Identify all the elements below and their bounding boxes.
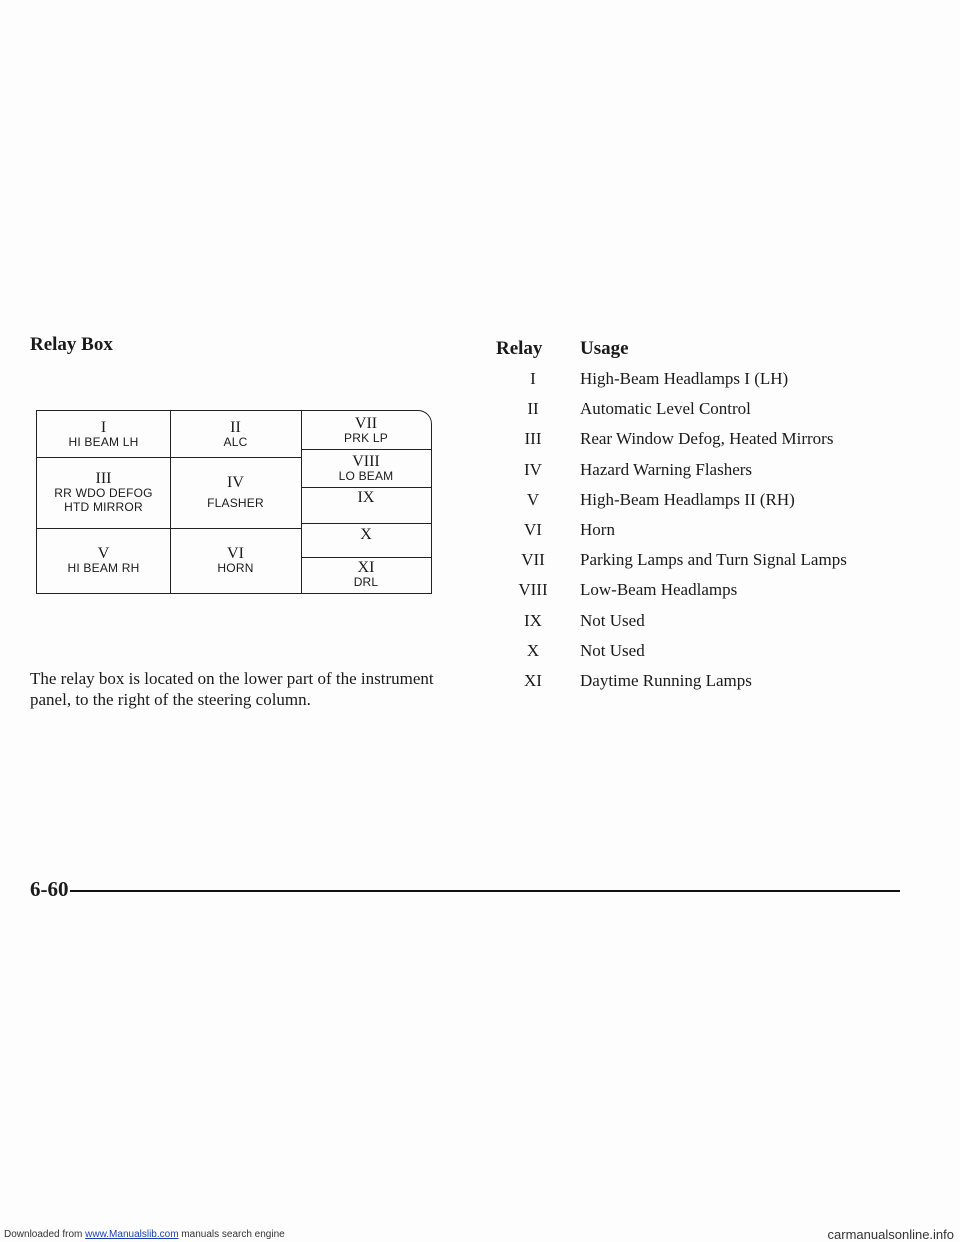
relay-cell: VII xyxy=(521,550,545,570)
table-row xyxy=(486,545,926,575)
relay-cell: IX xyxy=(524,610,542,630)
usage-cell: Low-Beam Headlamps xyxy=(580,580,738,600)
relay-cell: II xyxy=(527,399,539,419)
relay-number: I xyxy=(100,418,107,436)
relay-slot-iv xyxy=(170,457,301,528)
usage-cell: Hazard Warning Flashers xyxy=(580,459,753,479)
relay-slot-viii xyxy=(301,449,431,487)
table-row xyxy=(486,515,926,545)
relay-label: RR WDO DEFOG xyxy=(54,486,153,500)
page-number: 6-60 xyxy=(30,877,69,901)
relay-slot-xi xyxy=(301,557,431,592)
relay-label: LO BEAM xyxy=(338,468,394,483)
relay-number: III xyxy=(95,470,112,487)
usage-cell: High-Beam Headlamps II (RH) xyxy=(580,489,795,509)
relay-number: X xyxy=(360,526,372,543)
relay-cell: VI xyxy=(524,520,542,540)
relay-number: IV xyxy=(227,474,244,491)
relay-label: ALC xyxy=(223,434,248,449)
watermark: carmanualsonline.info xyxy=(827,1227,954,1242)
relay-number: II xyxy=(230,418,241,436)
relay-slot-i xyxy=(37,411,170,457)
usage-cell: Automatic Level Control xyxy=(580,399,751,419)
relay-slot-ii xyxy=(170,411,301,457)
table-row xyxy=(486,455,926,485)
table-row xyxy=(486,394,926,424)
relay-slot-iii xyxy=(37,457,170,528)
section-title: Relay Box xyxy=(30,334,113,355)
relay-label: HI BEAM LH xyxy=(68,434,139,449)
table-row xyxy=(486,364,926,394)
relay-usage-table xyxy=(486,334,926,696)
usage-cell: High-Beam Headlamps I (LH) xyxy=(580,369,789,389)
relay-label: HORN xyxy=(217,560,254,575)
column-header-relay: Relay xyxy=(496,338,543,359)
relay-number: XI xyxy=(357,559,375,576)
usage-cell: Not Used xyxy=(580,640,645,660)
download-banner xyxy=(0,1228,960,1242)
usage-cell: Rear Window Defog, Heated Mirrors xyxy=(580,429,834,449)
relay-number: IX xyxy=(357,489,375,506)
relay-label: DRL xyxy=(353,575,379,589)
relay-slot-vi xyxy=(170,528,301,592)
usage-cell: Daytime Running Lamps xyxy=(580,670,752,690)
relay-slot-x xyxy=(301,523,431,557)
relay-slot-v xyxy=(37,528,170,592)
table-row xyxy=(486,666,926,696)
usage-cell: Horn xyxy=(580,520,615,540)
relay-cell: VIII xyxy=(518,580,548,600)
relay-cell: III xyxy=(524,429,542,449)
relay-slot-vii xyxy=(301,411,431,449)
table-row xyxy=(486,575,926,605)
relay-label: HI BEAM RH xyxy=(67,560,140,575)
relay-cell: V xyxy=(526,489,540,509)
banner-prefix: Downloaded from xyxy=(4,1229,86,1240)
relay-number: VIII xyxy=(352,452,380,470)
relay-label: HTD MIRROR xyxy=(64,500,143,514)
manualslib-link[interactable]: www.Manualslib.com xyxy=(85,1229,179,1240)
relay-number: V xyxy=(97,544,110,562)
relay-cell: I xyxy=(530,369,536,389)
table-row xyxy=(486,485,926,515)
usage-cell: Parking Lamps and Turn Signal Lamps xyxy=(580,550,847,570)
column-header-usage: Usage xyxy=(580,338,629,359)
relay-cell: IV xyxy=(524,459,542,479)
relay-label: FLASHER xyxy=(207,496,264,510)
table-row xyxy=(486,606,926,636)
relay-box-caption: The relay box is located on the lower part of the instrument panel, to the right of the steering column. xyxy=(30,669,434,709)
usage-cell: Not Used xyxy=(580,610,645,630)
relay-label: PRK LP xyxy=(344,430,388,445)
relay-slot-ix xyxy=(301,487,431,523)
relay-cell: XI xyxy=(524,670,542,690)
table-row xyxy=(486,424,926,454)
table-header-row xyxy=(486,334,926,364)
relay-number: VII xyxy=(354,414,378,432)
table-row xyxy=(486,636,926,666)
banner-suffix: manuals search engine xyxy=(178,1229,285,1240)
relay-number: VI xyxy=(227,544,244,562)
footer-rule xyxy=(70,890,900,892)
relay-cell: X xyxy=(526,640,540,660)
relay-box-diagram xyxy=(36,410,432,594)
